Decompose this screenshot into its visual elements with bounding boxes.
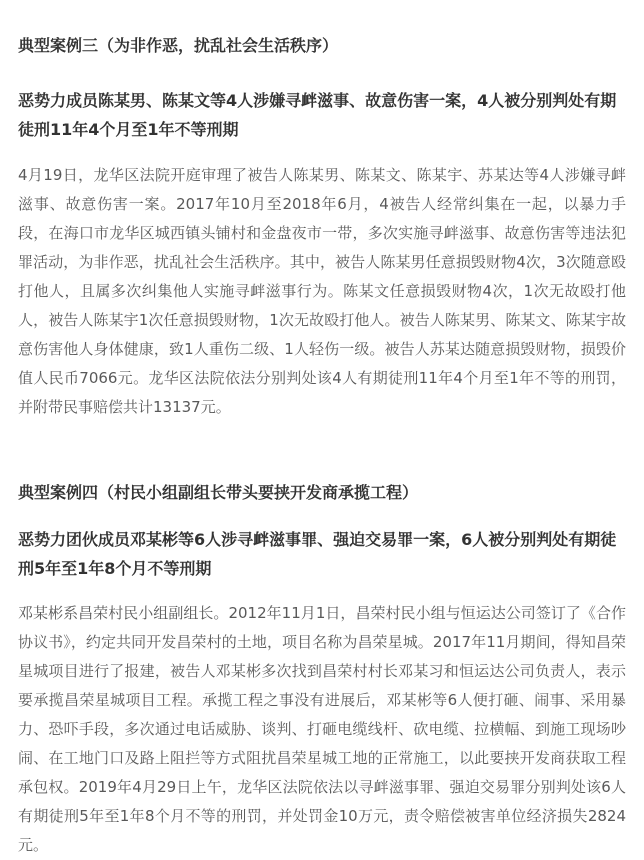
- case4-subtitle: 恶势力团伙成员邓某彬等6人涉寻衅滋事罪、强迫交易罪一案，6人被分别判处有期徒刑5年至1年8个月不等刑期: [18, 530, 617, 578]
- case3-title: 典型案例三（为非作恶，扰乱社会生活秩序）: [18, 36, 339, 55]
- case4-title: 典型案例四（村民小组副组长带头要挟开发商承揽工程）: [18, 483, 419, 502]
- case3-body: 4月19日，龙华区法院开庭审理了被告人陈某男、陈某文、陈某宇、苏某达等4人涉嫌寻衅滋事、故意伤害一案。2017年10月至2018年6月，4被告人经常纠集在一起，以暴力手段，在海口市龙华区城西镇头铺村和金盘夜市一带，多次实施寻衅滋事、故意伤害等违法犯罪活动，为非作恶，扰乱社会生活秩序。其中，被告人陈某男任意损毁财物4次，3次随意殴打他人，且属多次纠集他人实施寻衅滋事行为。陈某文任意损毁财物4次，1次无故殴打他人，被告人陈某宇1次任意损毁财物，1次无故殴打他人。被告人陈某男、陈某文、陈某宇故意伤害他人身体健康，致1人重伤二级、1人轻伤一级。被告人苏某达随意损毁财物，损毁价值人民币7066元。龙华区法院依法分别判处该4人有期徒刑11年4个月至1年不等的刑罚，并附带民事赔偿共计13137元。: [18, 166, 626, 416]
- case3-subtitle: 恶势力成员陈某男、陈某文等4人涉嫌寻衅滋事、故意伤害一案，4人被分别判处有期徒刑11年4个月至1年不等刑期: [18, 91, 617, 139]
- case4-body: 邓某彬系昌荣村民小组副组长。2012年11月1日，昌荣村民小组与恒运达公司签订了《合作协议书》，约定共同开发昌荣村的土地，项目名称为昌荣星城。2017年11月期间，得知昌荣星城项目进行了报建，被告人邓某彬多次找到昌荣村村长邓某习和恒运达公司负责人，表示要承揽昌荣星城项目工程。承揽工程之事没有进展后，邓某彬等6人便打砸、闹事、采用暴力、恐吓手段，多次通过电话威胁、谈判、打砸电缆线杆、砍电缆、拉横幅、到施工现场吵闹、在工地门口及路上阻拦等方式阻扰昌荣星城工地的正常施工，以此要挟开发商获取工程承包权。2019年4月29日上午，龙华区法院依法以寻衅滋事罪、强迫交易罪分别判处该6人有期徒刑5年至1年8个月不等的刑罚，并处罚金10万元，责令赔偿被害单位经济损失2824元。: [18, 604, 626, 854]
